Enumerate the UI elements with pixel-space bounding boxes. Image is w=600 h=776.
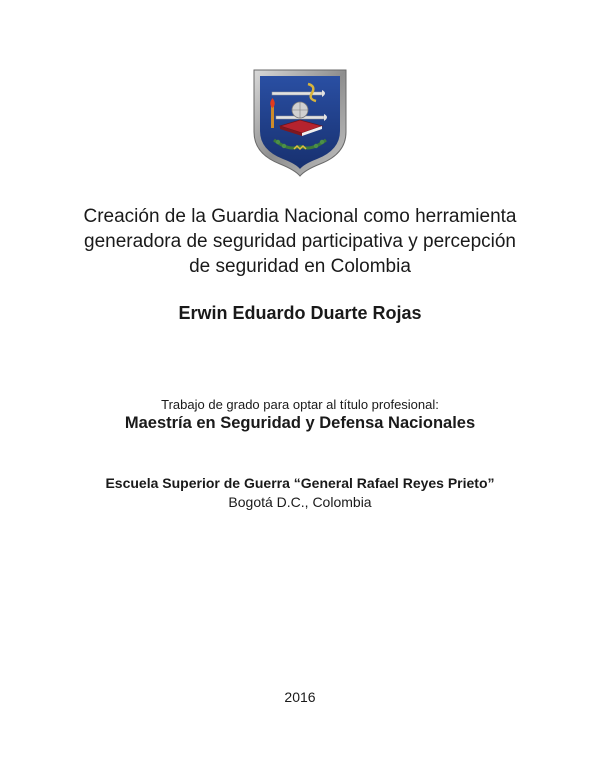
degree-name: Maestría en Seguridad y Defensa Nacionales: [124, 414, 476, 432]
document-title: [0, 204, 600, 279]
title-line-3: de seguridad en Colombia: [189, 256, 411, 277]
author-name: Erwin Eduardo Duarte Rojas: [178, 303, 422, 323]
degree-label: Trabajo de grado para optar al título profesional:: [161, 397, 439, 412]
school-name: Escuela Superior de Guerra “General Rafael Reyes Prieto”: [105, 475, 495, 491]
publication-year: 2016: [284, 689, 316, 705]
shield-emblem-icon: [250, 66, 350, 178]
title-line-1: Creación de la Guardia Nacional como herramienta: [83, 206, 517, 227]
city-name: Bogotá D.C., Colombia: [228, 494, 372, 510]
title-line-2: generadora de seguridad participativa y percepción: [84, 231, 516, 252]
